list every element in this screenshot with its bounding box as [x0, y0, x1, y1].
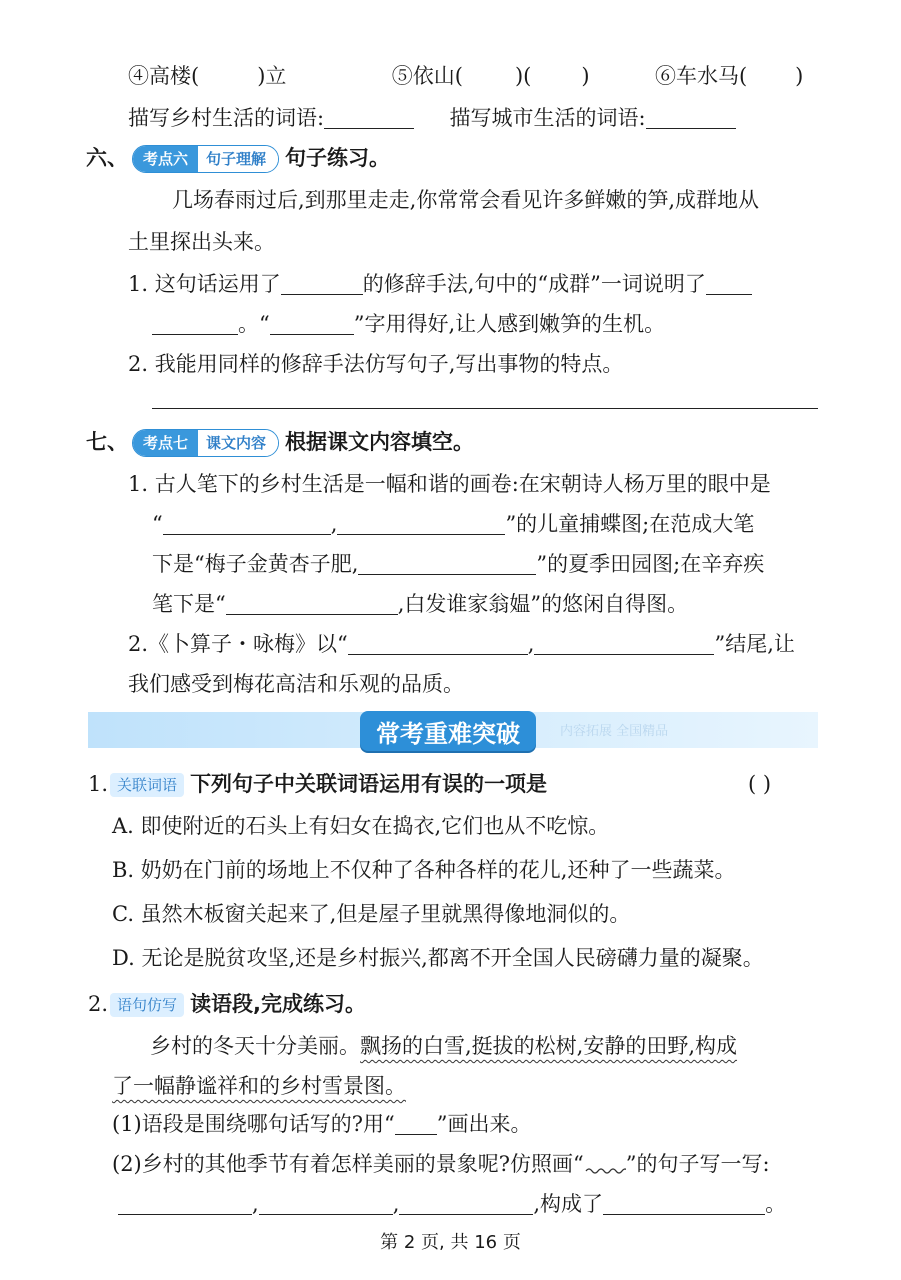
yang-wanli-blank-1[interactable] [163, 514, 331, 535]
section-7-q1-line3 [152, 550, 901, 578]
idiom-5-end: ) [581, 64, 590, 88]
section-7-number: 七、 [86, 430, 128, 454]
city-words-blank[interactable] [646, 108, 736, 129]
question-2-number: 2. [88, 992, 109, 1016]
section-7-q1-text-a: 下是“梅子金黄杏子肥, [152, 552, 359, 576]
comma: , [527, 632, 535, 656]
section-7-tag-key: 考点七 [133, 430, 198, 456]
question-2-heading [88, 990, 901, 1018]
question-2-fill-text: ,构成了 [533, 1192, 604, 1216]
question-2-sub1-text-b: ”画出来。 [436, 1112, 532, 1136]
section-6-tag-key: 考点六 [133, 146, 198, 172]
section-7-q1-line2 [152, 510, 901, 538]
section-7-q2-text-c: ”结尾,让 [714, 632, 795, 656]
question-2-sub2-text-a: (2)乡村的其他季节有着怎样美丽的景象呢?仿照画“ [112, 1152, 584, 1176]
question-2-fill-row [118, 1190, 901, 1218]
question-1-option-d[interactable]: D. 无论是脱贫攻坚,还是乡村振兴,都离不开全国人民磅礴力量的凝聚。 [112, 946, 764, 970]
idiom-5-start: ⑤依山( [391, 64, 463, 88]
question-2-stem: 读语段,完成练习。 [190, 992, 367, 1016]
comma: , [330, 512, 338, 536]
idiom-4-end: )立 [257, 64, 287, 88]
section-7-q1-text-d: 笔下是“ [152, 592, 226, 616]
word-category-row [128, 104, 901, 132]
question-2-sub1-text-a: (1)语段是围绕哪句话写的?用“ [112, 1112, 395, 1136]
question-2-sub2-text-b: ”的句子写一写: [625, 1152, 770, 1176]
section-6-q1-text-d: ”字用得好,让人感到嫩笋的生机。 [353, 312, 666, 336]
yang-wanli-blank-2[interactable] [337, 514, 505, 535]
question-2-tag: 语句仿写 [110, 993, 184, 1017]
fan-chengda-blank[interactable] [358, 554, 536, 575]
quote-open: “ [152, 512, 163, 536]
question-2-passage-line1 [150, 1032, 901, 1060]
idiom-6-end: ) [795, 64, 804, 88]
question-1-stem: 下列句子中关联词语运用有误的一项是 [190, 772, 548, 796]
question-1-tag: 关联词语 [110, 773, 184, 797]
section-6-q1-line2 [152, 310, 901, 338]
key-word-blank[interactable] [270, 314, 354, 335]
section-7-tag-text: 课文内容 [198, 430, 278, 456]
passage-wavy-sentence-1: 飘扬的白雪,挺拔的松树,安静的田野,构成 [360, 1034, 738, 1058]
section-6-q1-text-a: 1. 这句话运用了 [128, 272, 281, 296]
chengqun-blank-1[interactable] [706, 274, 752, 295]
idiom-5-mid: )( [514, 64, 532, 88]
question-1-option-b[interactable]: B. 奶奶在门前的场地上不仅种了各种各样的花儿,还种了一些蔬菜。 [112, 858, 736, 882]
section-7-q1-line1: 1. 古人笔下的乡村生活是一幅和谐的画卷:在宋朝诗人杨万里的眼中是 [128, 472, 771, 496]
season-blank-1[interactable] [118, 1194, 252, 1215]
question-1-option-c[interactable]: C. 虽然木板窗关起来了,但是屋子里就黑得像地洞似的。 [112, 902, 631, 926]
section-6-tag [132, 145, 279, 173]
section-6-q2: 2. 我能用同样的修辞手法仿写句子,写出事物的特点。 [128, 352, 624, 376]
passage-wavy-sentence-2: 了一幅静谧祥和的乡村雪景图。 [112, 1074, 406, 1098]
city-words-label: 描写城市生活的词语: [449, 106, 646, 130]
section-6-number: 六、 [86, 146, 128, 170]
question-1-answer-paren[interactable]: ( ) [748, 772, 772, 796]
section-6-q1-text-b: 的修辞手法,句中的“成群”一词说明了 [362, 272, 706, 296]
section-6-passage-line2: 土里探出头来。 [128, 230, 275, 254]
question-2-passage-line2 [112, 1072, 901, 1100]
section-7-q1-text-e: ,白发谁家翁媪”的悠闲自得图。 [397, 592, 689, 616]
wavy-sample [584, 1155, 626, 1175]
question-1-number: 1. [88, 772, 109, 796]
section-7-tag [132, 429, 279, 457]
section-6-heading [86, 144, 901, 173]
section-banner-faded-text: 内容拓展 全国精品 [560, 724, 669, 739]
top-idiom-row [128, 62, 901, 90]
section-6-q1-text-c: 。“ [238, 312, 270, 336]
idiom-6-start: ⑥车水马( [654, 64, 748, 88]
section-7-title: 根据课文内容填空。 [285, 430, 475, 454]
rural-words-label: 描写乡村生活的词语: [128, 106, 325, 130]
rural-words-blank[interactable] [324, 108, 414, 129]
passage-topic-sentence: 乡村的冬天十分美丽。 [150, 1034, 360, 1058]
section-7-q1-text-b: ”的夏季田园图;在辛弃疾 [536, 552, 765, 576]
comma: , [252, 1192, 259, 1216]
question-2-sub1 [112, 1110, 901, 1138]
rhetoric-blank[interactable] [281, 274, 363, 295]
page-footer: 第 2 页, 共 16 页 [380, 1232, 521, 1253]
section-6-title: 句子练习。 [285, 146, 391, 170]
section-7-q1-line4 [152, 590, 901, 618]
chengqun-blank-2[interactable] [152, 314, 238, 335]
season-blank-4[interactable] [603, 1194, 765, 1215]
xin-qiji-blank[interactable] [226, 594, 398, 615]
idiom-4-start: ④高楼( [128, 64, 200, 88]
comma: , [392, 1192, 400, 1216]
period: 。 [765, 1192, 787, 1216]
section-7-q2-text-a: 2.《卜算子・咏梅》以“ [128, 632, 348, 656]
section-6-passage-line1: 几场春雨过后,到那里走走,你常常会看见许多鲜嫩的笋,成群地从 [172, 188, 760, 212]
section-7-q1-text-c: ”的儿童捕蝶图;在范成大笔 [505, 512, 755, 536]
section-banner-title: 常考重难突破 [360, 711, 536, 751]
section-6-tag-text: 句子理解 [198, 146, 278, 172]
section-7-q2-line2: 我们感受到梅花高洁和乐观的品质。 [128, 672, 464, 696]
poem-end-blank-2[interactable] [534, 634, 714, 655]
season-blank-2[interactable] [259, 1194, 393, 1215]
question-1-option-a[interactable]: A. 即使附近的石头上有妇女在捣衣,它们也从不吃惊。 [112, 814, 610, 838]
imitation-answer-line[interactable] [152, 408, 818, 409]
season-blank-3[interactable] [399, 1194, 533, 1215]
underline-sample [395, 1114, 437, 1135]
question-2-sub2 [112, 1150, 901, 1178]
section-6-q1-line1 [128, 270, 901, 298]
section-7-heading [86, 428, 901, 457]
section-7-q2-line1 [128, 630, 901, 658]
poem-end-blank-1[interactable] [348, 634, 528, 655]
